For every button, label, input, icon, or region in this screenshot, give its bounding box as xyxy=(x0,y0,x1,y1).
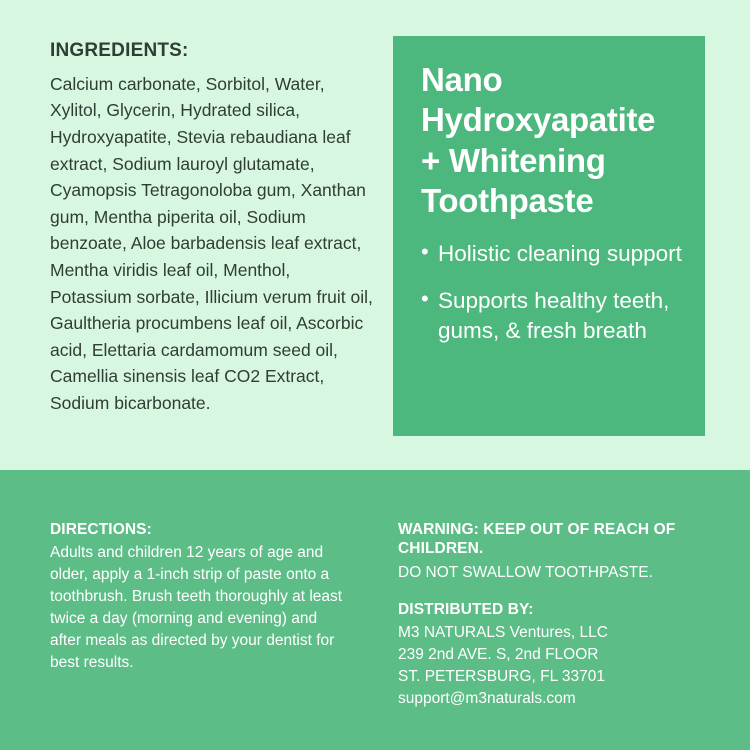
hero-panel xyxy=(393,36,705,436)
distributor-address-line-2: ST. PETERSBURG, FL 33701 xyxy=(398,668,606,686)
directions-block xyxy=(50,520,350,674)
ingredients-text: Calcium carbonate, Sorbitol, Water, Xylitol, Glycerin, Hydrated silica, Hydroxyapatite, Stevia rebaudiana leaf extract, Sodium lauroyl glutamate, Cyamopsis Tetragonoloba gum, Xanthan gum, Mentha piperita oil, Sodium benzoate, Aloe barbadensis leaf extract, Mentha viridis leaf oil, Menthol, Potassium sorbate, Illicium verum fruit oil, Gaultheria procumbens leaf oil, Ascorbic acid, Elettaria cardamomum seed oil, Camellia sinensis leaf CO2 Extract, Sodium bicarbonate. xyxy=(50,73,373,413)
distributor-address-line-1: 239 2nd AVE. S, 2nd FLOOR xyxy=(398,646,599,664)
benefit-item: • Holistic cleaning support xyxy=(421,239,683,268)
warning-text: DO NOT SWALLOW TOOTHPASTE. xyxy=(398,563,653,581)
bottom-section xyxy=(0,470,750,750)
distributor-email: support@m3naturals.com xyxy=(398,690,576,708)
directions-text: Adults and children 12 years of age and older, apply a 1-inch strip of paste onto a toothbrush. Brush teeth thoroughly at least twice a day (morning and evening) and after meals as directed by your dentist for best results. xyxy=(50,544,343,672)
benefit-item: • Supports healthy teeth, gums, & fresh breath xyxy=(421,286,683,345)
distributed-by-heading: DISTRIBUTED BY: xyxy=(398,601,534,618)
distributor-company: M3 NATURALS Ventures, LLC xyxy=(398,624,608,642)
distributed-by-block xyxy=(398,600,708,710)
ingredients-heading: INGREDIENTS: xyxy=(50,40,189,61)
ingredients-block xyxy=(50,40,375,417)
directions-heading: DIRECTIONS: xyxy=(50,521,152,538)
warning-block xyxy=(398,520,708,584)
product-title: Nano Hydroxyapatite + Whitening Toothpaste xyxy=(421,61,656,219)
benefit-list xyxy=(421,239,683,345)
warning-heading: WARNING: KEEP OUT OF REACH OF CHILDREN. xyxy=(398,521,676,558)
